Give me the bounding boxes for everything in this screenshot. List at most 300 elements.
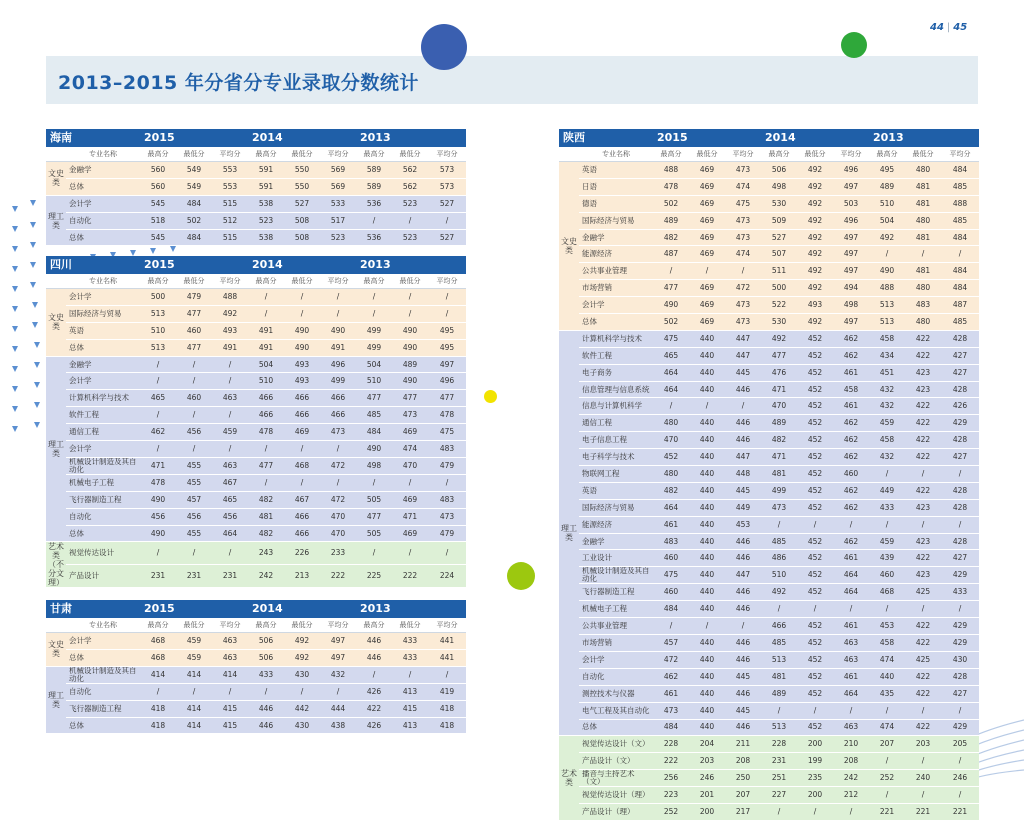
major-name: 总体 bbox=[66, 649, 140, 666]
score-cell: 469 bbox=[392, 525, 428, 542]
column-header: 平均分 bbox=[212, 274, 248, 289]
score-cell: 477 bbox=[176, 339, 212, 356]
score-cell: 439 bbox=[869, 550, 905, 567]
score-cell: 463 bbox=[212, 649, 248, 666]
table-row bbox=[46, 322, 466, 339]
score-cell: 481 bbox=[761, 466, 797, 483]
score-cell: 435 bbox=[869, 685, 905, 702]
score-cell: 490 bbox=[392, 339, 428, 356]
score-cell: 469 bbox=[689, 280, 725, 297]
score-cell: 549 bbox=[176, 162, 212, 179]
score-cell: 452 bbox=[797, 651, 833, 668]
major-name: 飞行器制造工程 bbox=[66, 491, 140, 508]
score-cell: / bbox=[941, 601, 979, 618]
score-cell: 523 bbox=[392, 229, 428, 246]
table-row bbox=[46, 633, 466, 650]
score-cell: 455 bbox=[176, 525, 212, 542]
score-cell: 473 bbox=[320, 424, 356, 441]
score-cell: 467 bbox=[284, 491, 320, 508]
column-header-row bbox=[46, 274, 466, 289]
score-cell: 458 bbox=[869, 635, 905, 652]
major-name: 视觉传达设计（理） bbox=[579, 787, 653, 804]
year-header: 2015 bbox=[140, 600, 248, 618]
score-cell: 496 bbox=[428, 373, 466, 390]
province-header-row bbox=[46, 129, 466, 147]
score-cell: 428 bbox=[941, 330, 979, 347]
score-cell: 492 bbox=[284, 649, 320, 666]
column-header: 最高分 bbox=[140, 274, 176, 289]
page-title: 2013–2015 年分省分专业录取分数统计 bbox=[58, 72, 419, 94]
score-cell: 484 bbox=[176, 195, 212, 212]
score-cell: / bbox=[176, 683, 212, 700]
score-cell: 471 bbox=[140, 457, 176, 474]
score-cell: 469 bbox=[689, 162, 725, 179]
score-cell: 493 bbox=[212, 322, 248, 339]
score-cell: 484 bbox=[941, 229, 979, 246]
score-cell: 461 bbox=[653, 516, 689, 533]
major-name: 机械设计制造及其自动化 bbox=[66, 666, 140, 683]
score-cell: 493 bbox=[284, 356, 320, 373]
score-cell: / bbox=[356, 305, 392, 322]
score-cell: 418 bbox=[140, 700, 176, 717]
score-cell: 466 bbox=[248, 390, 284, 407]
score-cell: 500 bbox=[140, 289, 176, 306]
major-name: 金融学 bbox=[579, 533, 653, 550]
score-cell: 589 bbox=[356, 162, 392, 179]
score-cell: 429 bbox=[941, 567, 979, 584]
score-cell: / bbox=[284, 289, 320, 306]
score-cell: 550 bbox=[284, 178, 320, 195]
score-cell: / bbox=[176, 373, 212, 390]
score-cell: 452 bbox=[797, 415, 833, 432]
page-separator: | bbox=[946, 22, 951, 33]
score-cell: 490 bbox=[869, 263, 905, 280]
score-cell: 446 bbox=[248, 700, 284, 717]
score-cell: 428 bbox=[941, 533, 979, 550]
score-cell: 452 bbox=[797, 584, 833, 601]
table-row bbox=[559, 398, 979, 415]
major-name: 会计学 bbox=[66, 373, 140, 390]
score-cell: 573 bbox=[428, 162, 466, 179]
score-cell: 470 bbox=[320, 525, 356, 542]
score-cell: 422 bbox=[905, 719, 941, 736]
score-cell: / bbox=[941, 516, 979, 533]
triangle-marker bbox=[12, 306, 18, 312]
score-cell: 422 bbox=[905, 347, 941, 364]
score-cell: / bbox=[320, 474, 356, 491]
score-cell: 427 bbox=[941, 347, 979, 364]
score-cell: 446 bbox=[248, 717, 284, 734]
score-cell: 483 bbox=[428, 441, 466, 458]
score-cell: / bbox=[140, 683, 176, 700]
year-header: 2015 bbox=[140, 129, 248, 147]
page-number bbox=[930, 22, 967, 33]
score-cell: 448 bbox=[725, 466, 761, 483]
score-cell: 492 bbox=[797, 246, 833, 263]
score-cell: 211 bbox=[725, 736, 761, 753]
score-cell: 446 bbox=[725, 550, 761, 567]
score-cell: 484 bbox=[941, 263, 979, 280]
score-cell: 473 bbox=[725, 297, 761, 314]
score-cell: 440 bbox=[689, 685, 725, 702]
score-cell: 484 bbox=[176, 229, 212, 246]
score-cell: 418 bbox=[140, 717, 176, 734]
score-cell: 440 bbox=[689, 516, 725, 533]
score-cell: 246 bbox=[689, 770, 725, 787]
score-cell: / bbox=[140, 542, 176, 565]
score-cell: 462 bbox=[833, 533, 869, 550]
score-cell: 433 bbox=[869, 499, 905, 516]
score-cell: 429 bbox=[941, 618, 979, 635]
score-cell: 466 bbox=[320, 390, 356, 407]
score-cell: 434 bbox=[869, 347, 905, 364]
score-cell: 462 bbox=[653, 668, 689, 685]
column-header-blank bbox=[46, 147, 66, 162]
score-cell: 463 bbox=[833, 651, 869, 668]
table-row bbox=[559, 567, 979, 584]
score-cell: 492 bbox=[797, 263, 833, 280]
score-cell: 456 bbox=[212, 508, 248, 525]
major-name: 信息管理与信息系统 bbox=[579, 381, 653, 398]
score-cell: 222 bbox=[392, 565, 428, 588]
score-cell: 510 bbox=[140, 322, 176, 339]
score-cell: 477 bbox=[392, 390, 428, 407]
score-cell: 246 bbox=[941, 770, 979, 787]
score-cell: / bbox=[689, 618, 725, 635]
score-cell: 462 bbox=[833, 482, 869, 499]
score-cell: / bbox=[428, 289, 466, 306]
score-cell: 452 bbox=[797, 533, 833, 550]
column-header: 最低分 bbox=[392, 618, 428, 633]
score-cell: / bbox=[428, 666, 466, 683]
score-cell: 512 bbox=[212, 212, 248, 229]
score-cell: 204 bbox=[689, 736, 725, 753]
score-cell: 474 bbox=[725, 178, 761, 195]
table-row bbox=[559, 432, 979, 449]
score-cell: 440 bbox=[689, 466, 725, 483]
major-name: 产品设计 bbox=[66, 565, 140, 588]
score-cell: 452 bbox=[797, 668, 833, 685]
score-cell: 438 bbox=[320, 717, 356, 734]
major-name: 通信工程 bbox=[579, 415, 653, 432]
score-cell: 497 bbox=[833, 229, 869, 246]
score-cell: 462 bbox=[833, 415, 869, 432]
category-label: 理工类 bbox=[46, 666, 66, 734]
score-cell: 217 bbox=[725, 804, 761, 821]
score-cell: 492 bbox=[212, 305, 248, 322]
score-cell: 498 bbox=[356, 457, 392, 474]
score-cell: 517 bbox=[320, 212, 356, 229]
score-cell: 422 bbox=[905, 685, 941, 702]
year-header: 2013 bbox=[869, 129, 979, 147]
score-cell: 463 bbox=[212, 390, 248, 407]
score-cell: 479 bbox=[176, 289, 212, 306]
score-cell: 452 bbox=[797, 685, 833, 702]
score-cell: 464 bbox=[653, 381, 689, 398]
score-cell: 473 bbox=[725, 162, 761, 179]
score-cell: 453 bbox=[869, 618, 905, 635]
triangle-marker bbox=[12, 286, 18, 292]
table-row bbox=[559, 246, 979, 263]
decorative-green-circle bbox=[841, 32, 867, 58]
column-header: 平均分 bbox=[212, 618, 248, 633]
score-cell: / bbox=[212, 542, 248, 565]
table-row bbox=[46, 717, 466, 734]
major-name: 自动化 bbox=[579, 668, 653, 685]
major-name: 计算机科学与技术 bbox=[579, 330, 653, 347]
score-cell: 427 bbox=[941, 685, 979, 702]
score-cell: / bbox=[653, 398, 689, 415]
score-cell: / bbox=[392, 305, 428, 322]
score-cell: 481 bbox=[905, 229, 941, 246]
score-cell: 513 bbox=[869, 297, 905, 314]
year-header: 2014 bbox=[248, 256, 356, 274]
score-cell: 423 bbox=[905, 381, 941, 398]
major-name: 英语 bbox=[66, 322, 140, 339]
score-cell: 433 bbox=[941, 584, 979, 601]
major-name: 国际经济与贸易 bbox=[579, 499, 653, 516]
score-cell: 475 bbox=[428, 424, 466, 441]
score-cell: 422 bbox=[905, 449, 941, 466]
score-cell: 477 bbox=[356, 390, 392, 407]
score-cell: / bbox=[356, 289, 392, 306]
major-name: 产品设计（理） bbox=[579, 804, 653, 821]
major-name: 飞行器制造工程 bbox=[66, 700, 140, 717]
score-cell: 490 bbox=[284, 322, 320, 339]
score-cell: 553 bbox=[212, 162, 248, 179]
score-cell: / bbox=[320, 305, 356, 322]
triangle-marker bbox=[12, 346, 18, 352]
score-cell: 530 bbox=[761, 195, 797, 212]
category-label: 艺术类 bbox=[559, 736, 579, 821]
score-cell: 456 bbox=[176, 424, 212, 441]
column-header: 平均分 bbox=[212, 147, 248, 162]
major-name: 机械设计制造及其自动化 bbox=[66, 457, 140, 474]
province-name: 四川 bbox=[46, 256, 140, 274]
major-name: 电子科学与技术 bbox=[579, 449, 653, 466]
score-cell: 440 bbox=[689, 432, 725, 449]
score-cell: 442 bbox=[284, 700, 320, 717]
column-header: 平均分 bbox=[428, 147, 466, 162]
score-cell: 488 bbox=[869, 280, 905, 297]
score-cell: 492 bbox=[761, 584, 797, 601]
score-cell: 472 bbox=[725, 280, 761, 297]
major-name: 总体 bbox=[66, 525, 140, 542]
score-cell: 496 bbox=[833, 212, 869, 229]
score-cell: 423 bbox=[905, 364, 941, 381]
score-cell: 484 bbox=[356, 424, 392, 441]
score-cell: 470 bbox=[320, 508, 356, 525]
major-name: 日语 bbox=[579, 178, 653, 195]
score-cell: 527 bbox=[428, 229, 466, 246]
score-cell: 477 bbox=[356, 508, 392, 525]
table-sichuan bbox=[46, 256, 466, 588]
score-cell: / bbox=[428, 305, 466, 322]
major-name: 总体 bbox=[66, 178, 140, 195]
page-current: 44 bbox=[930, 22, 944, 33]
score-cell: 459 bbox=[869, 415, 905, 432]
column-header-row bbox=[559, 147, 979, 162]
score-cell: 497 bbox=[833, 263, 869, 280]
table-row bbox=[46, 178, 466, 195]
score-cell: 452 bbox=[797, 449, 833, 466]
table-hainan bbox=[46, 129, 466, 246]
score-cell: 464 bbox=[833, 685, 869, 702]
score-cell: 199 bbox=[797, 753, 833, 770]
major-name: 市场营销 bbox=[579, 280, 653, 297]
score-cell: 473 bbox=[725, 229, 761, 246]
score-cell: / bbox=[905, 753, 941, 770]
score-cell: / bbox=[428, 474, 466, 491]
score-cell: / bbox=[428, 212, 466, 229]
column-header: 最高分 bbox=[248, 274, 284, 289]
column-header: 最低分 bbox=[284, 147, 320, 162]
score-cell: 228 bbox=[653, 736, 689, 753]
score-cell: 427 bbox=[941, 364, 979, 381]
score-cell: 484 bbox=[653, 601, 689, 618]
score-cell: 440 bbox=[689, 702, 725, 719]
score-cell: 489 bbox=[761, 415, 797, 432]
score-cell: 461 bbox=[833, 668, 869, 685]
triangle-marker bbox=[32, 302, 38, 308]
score-cell: 432 bbox=[869, 381, 905, 398]
score-cell: / bbox=[392, 289, 428, 306]
major-name: 会计学 bbox=[66, 289, 140, 306]
score-cell: 489 bbox=[392, 356, 428, 373]
score-cell: 460 bbox=[653, 550, 689, 567]
score-cell: 506 bbox=[761, 162, 797, 179]
score-cell: 464 bbox=[653, 364, 689, 381]
score-cell: 495 bbox=[428, 322, 466, 339]
category-label: 理工类 bbox=[46, 195, 66, 246]
score-cell: / bbox=[833, 601, 869, 618]
score-cell: / bbox=[320, 441, 356, 458]
score-cell: 422 bbox=[356, 700, 392, 717]
score-cell: 477 bbox=[428, 390, 466, 407]
category-label: 文史类 bbox=[46, 633, 66, 667]
score-cell: 460 bbox=[176, 322, 212, 339]
score-cell: 446 bbox=[725, 415, 761, 432]
score-cell: 473 bbox=[392, 407, 428, 424]
score-cell: 469 bbox=[689, 297, 725, 314]
score-cell: 452 bbox=[797, 618, 833, 635]
score-cell: 440 bbox=[689, 584, 725, 601]
score-cell: 489 bbox=[653, 212, 689, 229]
score-cell: 451 bbox=[869, 364, 905, 381]
score-cell: 483 bbox=[905, 297, 941, 314]
major-name: 产品设计（文） bbox=[579, 753, 653, 770]
table-row bbox=[559, 178, 979, 195]
score-cell: 486 bbox=[761, 550, 797, 567]
score-cell: 440 bbox=[689, 381, 725, 398]
score-cell: 467 bbox=[212, 474, 248, 491]
major-name: 软件工程 bbox=[579, 347, 653, 364]
triangle-marker bbox=[12, 206, 18, 212]
score-cell: 562 bbox=[392, 162, 428, 179]
major-name: 总体 bbox=[66, 717, 140, 734]
table-row bbox=[559, 787, 979, 804]
table-row bbox=[46, 339, 466, 356]
major-name: 计算机科学与技术 bbox=[66, 390, 140, 407]
column-header: 最低分 bbox=[176, 274, 212, 289]
score-cell: 449 bbox=[725, 499, 761, 516]
score-cell: 513 bbox=[140, 339, 176, 356]
score-cell: 473 bbox=[653, 702, 689, 719]
score-cell: 513 bbox=[869, 314, 905, 331]
score-cell: 469 bbox=[689, 178, 725, 195]
score-cell: 499 bbox=[320, 373, 356, 390]
score-cell: 415 bbox=[212, 700, 248, 717]
score-cell: 452 bbox=[797, 347, 833, 364]
table-row bbox=[559, 736, 979, 753]
score-cell: 453 bbox=[725, 516, 761, 533]
triangle-marker bbox=[34, 362, 40, 368]
score-cell: 461 bbox=[833, 364, 869, 381]
score-cell: 510 bbox=[869, 195, 905, 212]
score-cell: 418 bbox=[428, 717, 466, 734]
score-cell: 446 bbox=[725, 601, 761, 618]
score-cell: 460 bbox=[653, 584, 689, 601]
score-cell: 446 bbox=[725, 381, 761, 398]
score-cell: 422 bbox=[905, 398, 941, 415]
score-cell: / bbox=[392, 542, 428, 565]
score-cell: 440 bbox=[689, 651, 725, 668]
score-cell: 513 bbox=[140, 305, 176, 322]
major-name: 公共事业管理 bbox=[579, 263, 653, 280]
score-cell: 479 bbox=[428, 457, 466, 474]
table-row bbox=[559, 314, 979, 331]
table-row bbox=[46, 457, 466, 474]
score-cell: 462 bbox=[140, 424, 176, 441]
triangle-marker bbox=[30, 282, 36, 288]
score-cell: 445 bbox=[725, 668, 761, 685]
triangle-marker bbox=[170, 246, 176, 252]
score-cell: 427 bbox=[941, 449, 979, 466]
major-name: 自动化 bbox=[66, 683, 140, 700]
table-row bbox=[559, 651, 979, 668]
score-cell: 474 bbox=[869, 719, 905, 736]
score-cell: 472 bbox=[320, 457, 356, 474]
major-name: 工业设计 bbox=[579, 550, 653, 567]
score-cell: / bbox=[797, 516, 833, 533]
score-cell: 498 bbox=[833, 297, 869, 314]
score-cell: / bbox=[392, 474, 428, 491]
score-cell: 429 bbox=[941, 415, 979, 432]
score-cell: 452 bbox=[797, 719, 833, 736]
score-cell: 425 bbox=[905, 584, 941, 601]
column-header: 平均分 bbox=[428, 274, 466, 289]
score-cell: 504 bbox=[869, 212, 905, 229]
score-cell: 252 bbox=[653, 804, 689, 821]
score-cell: 482 bbox=[653, 229, 689, 246]
score-cell: 484 bbox=[653, 719, 689, 736]
column-header: 专业名称 bbox=[66, 147, 140, 162]
major-name: 会计学 bbox=[66, 633, 140, 650]
score-cell: 469 bbox=[689, 212, 725, 229]
score-cell: 422 bbox=[905, 482, 941, 499]
column-header: 最高分 bbox=[140, 618, 176, 633]
score-cell: 445 bbox=[725, 702, 761, 719]
column-header: 平均分 bbox=[833, 147, 869, 162]
score-cell: 491 bbox=[248, 339, 284, 356]
score-cell: 429 bbox=[941, 719, 979, 736]
score-cell: 446 bbox=[725, 635, 761, 652]
table-row bbox=[559, 482, 979, 499]
triangle-marker bbox=[12, 366, 18, 372]
score-cell: 483 bbox=[428, 491, 466, 508]
year-header: 2013 bbox=[356, 256, 466, 274]
triangle-marker bbox=[12, 426, 18, 432]
